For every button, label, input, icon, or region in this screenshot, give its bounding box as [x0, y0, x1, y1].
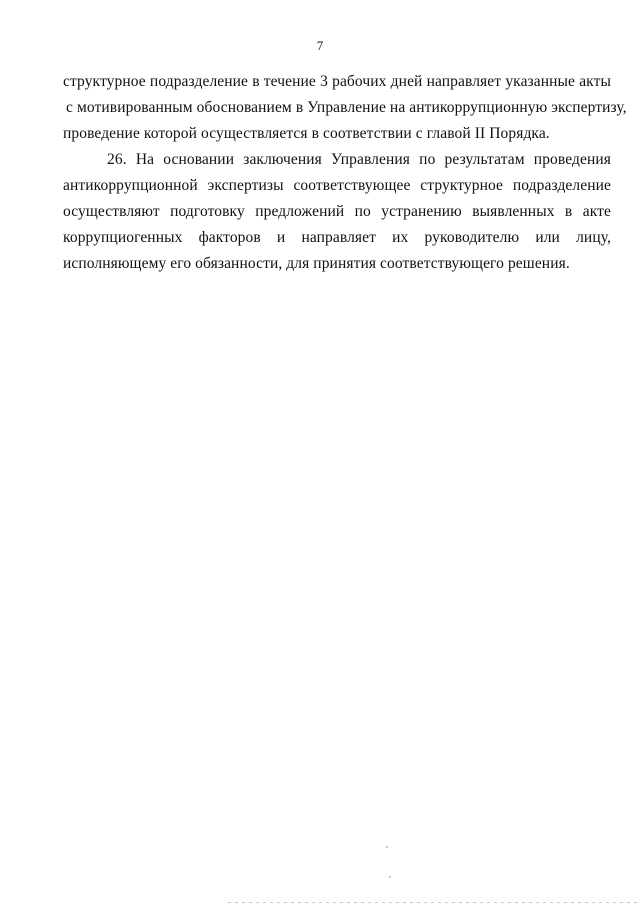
- text-line: осуществляют подготовку предложений по устранению выявленных в акте: [63, 203, 611, 220]
- paragraph-26-first-line: 26. На основании заключения Управления по результатам проведения: [107, 151, 611, 168]
- text-line: проведение которой осуществляется в соответствии с главой II Порядка.: [63, 125, 550, 142]
- scan-speck: [386, 846, 388, 848]
- text-line: исполняющему его обязанности, для принятия соответствующего решения.: [63, 255, 570, 272]
- text-line: антикоррупционной экспертизы соответствующее структурное подразделение: [63, 177, 611, 194]
- scan-edge-line: [228, 902, 640, 903]
- scan-speck: [389, 876, 391, 878]
- text-line: структурное подразделение в течение 3 рабочих дней направляет указанные акты: [63, 73, 611, 90]
- text-line: с мотивированным обоснованием в Управление на антикоррупционную экспертизу,: [66, 99, 627, 116]
- text-line: коррупциогенных факторов и направляет их руководителю или лицу,: [63, 229, 611, 246]
- page-number: 7: [316, 38, 324, 53]
